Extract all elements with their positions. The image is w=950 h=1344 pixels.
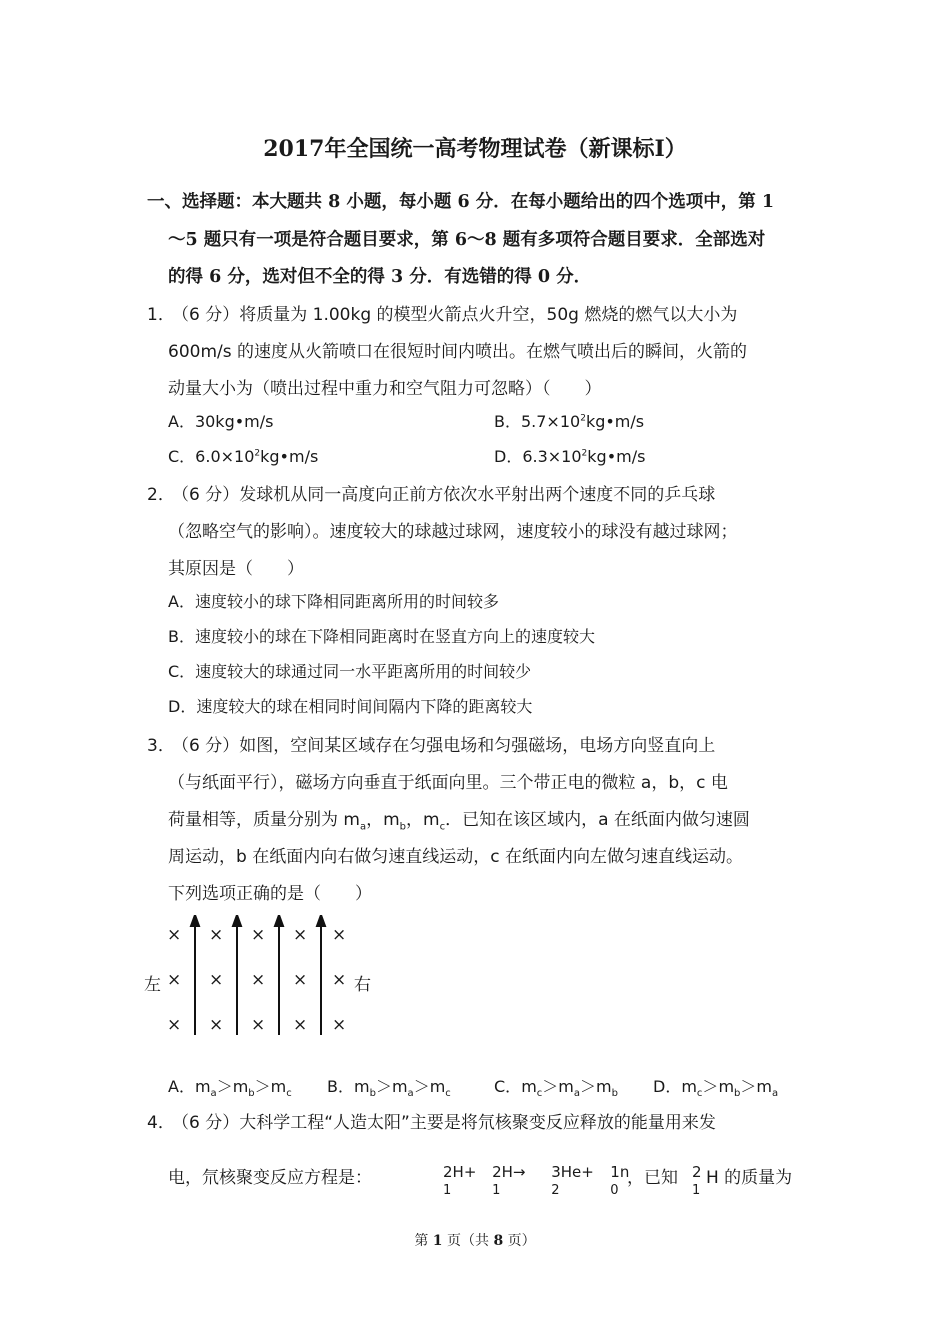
question-4-line-1: （6 分）大科学工程“人造太阳”主要是将氘核聚变反应释放的能量用来发: [172, 1113, 716, 1133]
question-4-line-2-prefix: 电，氘核聚变反应方程是：: [168, 1168, 372, 1188]
question-3-number: 3．: [147, 736, 175, 756]
section-header-line-2: ～5 题只有一项是符合题目要求，第 6～8 题有多项符合题目要求．全部选对: [168, 230, 766, 250]
question-3-line-4: 周运动，b 在纸面内向右做匀速直线运动，c 在纸面内向左做匀速直线运动。: [168, 847, 743, 867]
field-arrowhead-4: [317, 915, 325, 926]
page-footer: 第 1 页（共 8 页）: [414, 1233, 536, 1249]
question-2-line-2: （忽略空气的影响）。速度较大的球越过球网，速度较小的球没有越过球网；: [168, 522, 738, 542]
cross-mark: ×: [251, 1015, 266, 1035]
question-3-option-b: B．$m_b>m_a>m_c$: [327, 1077, 451, 1100]
field-arrowhead-2: [233, 915, 241, 926]
cross-mark: ×: [251, 925, 266, 945]
question-3-line-2: （与纸面平行），磁场方向垂直于纸面向里。三个带正电的微粒 a，b，c 电: [168, 773, 728, 793]
question-1-option-c: C．$6.0\times 10^2kg•m/s$: [168, 447, 319, 466]
right-label: 右: [354, 975, 371, 995]
question-2-line-3: 其原因是（ ）: [168, 559, 304, 579]
cross-mark: ×: [332, 970, 347, 990]
question-1-option-a: A．30kg•m/s: [168, 412, 274, 431]
cross-mark: ×: [251, 970, 266, 990]
question-1-line-1: （6 分）将质量为 1.00kg 的模型火箭点火升空，50g 燃烧的燃气以大小为: [172, 305, 738, 325]
cross-mark: ×: [167, 970, 182, 990]
field-arrowhead-3: [275, 915, 283, 926]
question-2-option-a: A．速度较小的球下降相同距离所用的时间较多: [168, 592, 499, 611]
cross-mark: ×: [167, 925, 182, 945]
cross-mark: ×: [293, 1015, 308, 1035]
question-2-option-b: B．速度较小的球在下降相同距离时在竖直方向上的速度较大: [168, 627, 595, 646]
question-1-line-2: 600m/s 的速度从火箭喷口在很短时间内喷出。在燃气喷出后的瞬间，火箭的: [168, 342, 747, 362]
question-4-line-2-end: H 的质量为: [706, 1168, 793, 1188]
helium-nuclide: 3He+ 2: [551, 1163, 594, 1198]
question-3-line-3: 荷量相等，质量分别为 $m_a$，$m_b$，$m_c$．已知在该区域内，a 在纸面内做匀速圆: [168, 810, 750, 833]
question-2-line-1: （6 分）发球机从同一高度向正前方依次水平射出两个速度不同的乒乓球: [172, 485, 716, 505]
question-3-option-a: A．$m_a>m_b>m_c$: [168, 1077, 292, 1100]
section-header-line-1: 一、选择题：本大题共 8 小题，每小题 6 分．在每小题给出的四个选项中，第 1: [147, 192, 774, 212]
question-2-number: 2．: [147, 485, 175, 505]
deuterium-nuclide-2: 2H→ 1: [492, 1163, 526, 1198]
section-header-line-3: 的得 6 分，选对但不全的得 3 分．有选错的得 0 分．: [168, 267, 592, 287]
deuterium-nuclide-1: 2H+ 1: [443, 1163, 477, 1198]
question-3-option-d: D．$m_c>m_b>m_a$: [653, 1077, 779, 1100]
question-2-option-c: C．速度较大的球通过同一水平距离所用的时间较少: [168, 662, 532, 681]
question-4-line-2-middle: ，已知: [627, 1168, 678, 1188]
cross-mark: ×: [293, 970, 308, 990]
cross-mark: ×: [332, 925, 347, 945]
question-1-option-b: B．$5.7\times 10^2kg•m/s$: [494, 412, 645, 431]
question-1-line-3: 动量大小为（喷出过程中重力和空气阻力可忽略）（ ）: [168, 379, 602, 399]
cross-mark: ×: [209, 925, 224, 945]
question-1-option-d: D．$6.3\times 10^2kg•m/s$: [494, 447, 646, 466]
question-4-number: 4．: [147, 1113, 175, 1133]
cross-mark: ×: [209, 970, 224, 990]
question-3-option-c: C．$m_c>m_a>m_b$: [494, 1077, 618, 1100]
question-2-option-d: D．速度较大的球在相同时间间隔内下降的距离较大: [168, 697, 533, 716]
fusion-equation: [443, 1163, 634, 1203]
cross-mark: ×: [332, 1015, 347, 1035]
question-1-number: 1．: [147, 305, 175, 325]
field-diagram: [140, 915, 380, 1040]
cross-mark: ×: [167, 1015, 182, 1035]
cross-mark: ×: [209, 1015, 224, 1035]
cross-mark: ×: [293, 925, 308, 945]
neutron: 1n 0: [610, 1163, 630, 1198]
page-title: 2017年全国统一高考物理试卷（新课标Ⅰ）: [263, 136, 687, 162]
question-3-line-5: 下列选项正确的是（ ）: [168, 884, 372, 904]
left-label: 左: [144, 975, 161, 995]
question-3-line-1: （6 分）如图，空间某区域存在匀强电场和匀强磁场，电场方向竖直向上: [172, 736, 716, 756]
deuterium-nuclide-3: 2 1: [692, 1163, 702, 1198]
field-arrowhead-1: [191, 915, 199, 926]
